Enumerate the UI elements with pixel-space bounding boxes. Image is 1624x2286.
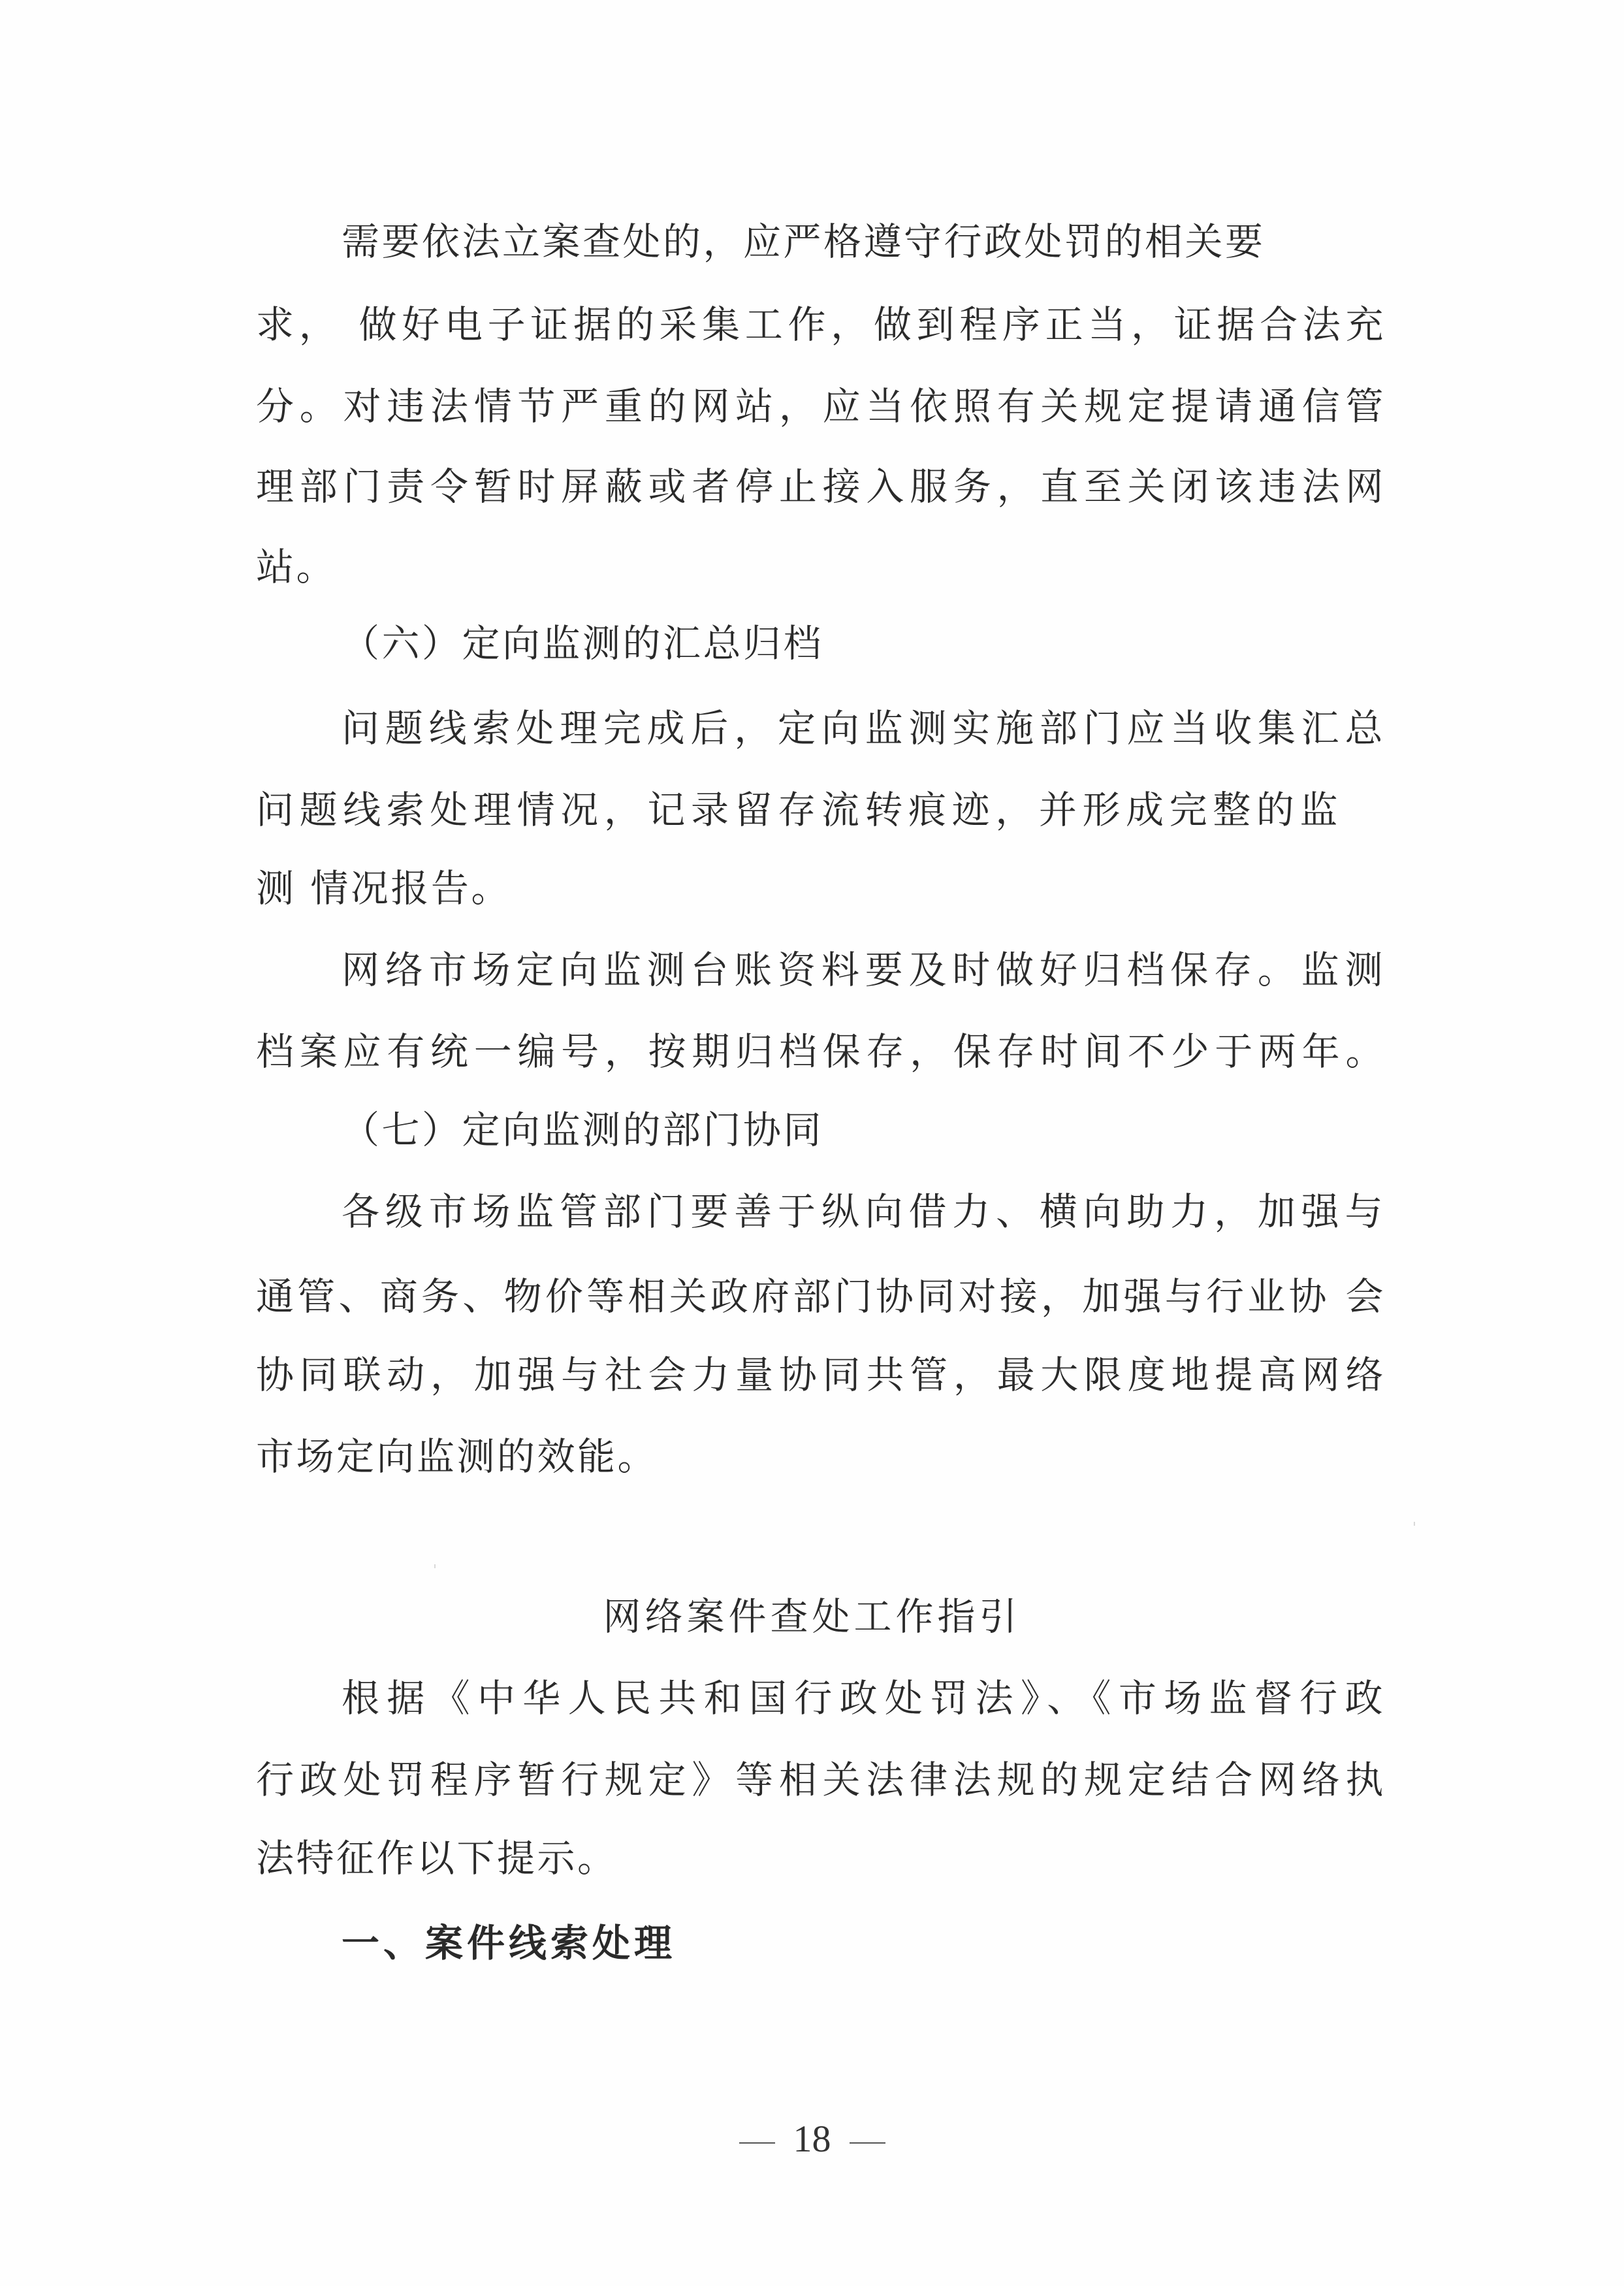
paragraph-line: 问题线索处理情况，记录留存流转痕迹，并形成完整的监	[256, 788, 1340, 832]
section-heading-1: 一、案件线索处理	[342, 1921, 677, 1965]
paragraph-line: 站。	[256, 545, 337, 589]
paragraph-line: 法特征作以下提示。	[256, 1836, 618, 1880]
dash-left	[739, 2142, 775, 2144]
paragraph-line: 求， 做好电子证据的采集工作，做到程序正当，证据合法充	[256, 302, 1386, 347]
paragraph-line: 档案应有统一编号，按期归档保存，保存时间不少于两年。	[256, 1029, 1386, 1074]
paragraph-line: 协同联动，加强与社会力量协同共管，最大限度地提高网络	[256, 1353, 1386, 1397]
paragraph-line: 需要依法立案查处的，应严格遵守行政处罚的相关要	[342, 219, 1266, 264]
paragraph-line: 通管、商务、物价等相关政府部门协同对接，加强与行业协 会	[256, 1274, 1386, 1319]
section-heading-6: （六）定向监测的汇总归档	[342, 621, 824, 666]
paragraph-line: 行政处罚程序暂行规定》等相关法律法规的规定结合网络执	[256, 1758, 1386, 1802]
scan-speck	[1414, 1522, 1415, 1526]
dash-right	[850, 2142, 885, 2144]
paragraph-line: 网络市场定向监测台账资料要及时做好归档保存。监测	[342, 948, 1385, 992]
paragraph-line: 各级市场监管部门要善于纵向借力、横向助力，加强与	[342, 1189, 1385, 1234]
page-number	[0, 2113, 1624, 2165]
scan-speck	[434, 1564, 436, 1568]
page-number-value: 18	[793, 2117, 831, 2160]
paragraph-line: 分。对违法情节严重的网站，应当依照有关规定提请通信管	[256, 384, 1386, 428]
paragraph-line: 市场定向监测的效能。	[256, 1434, 658, 1479]
document-title: 网络案件查处工作指引	[603, 1594, 1021, 1639]
paragraph-line: 理部门责令暂时屏蔽或者停止接入服务，直至关闭该违法网	[256, 464, 1386, 509]
paragraph-line: 根据《中华人民共和国行政处罚法》、《市场监督行政	[342, 1676, 1385, 1720]
paragraph-line: 测 情况报告。	[256, 866, 511, 910]
section-heading-7: （七）定向监测的部门协同	[342, 1108, 824, 1152]
paragraph-line: 问题线索处理完成后，定向监测实施部门应当收集汇总	[342, 706, 1385, 750]
